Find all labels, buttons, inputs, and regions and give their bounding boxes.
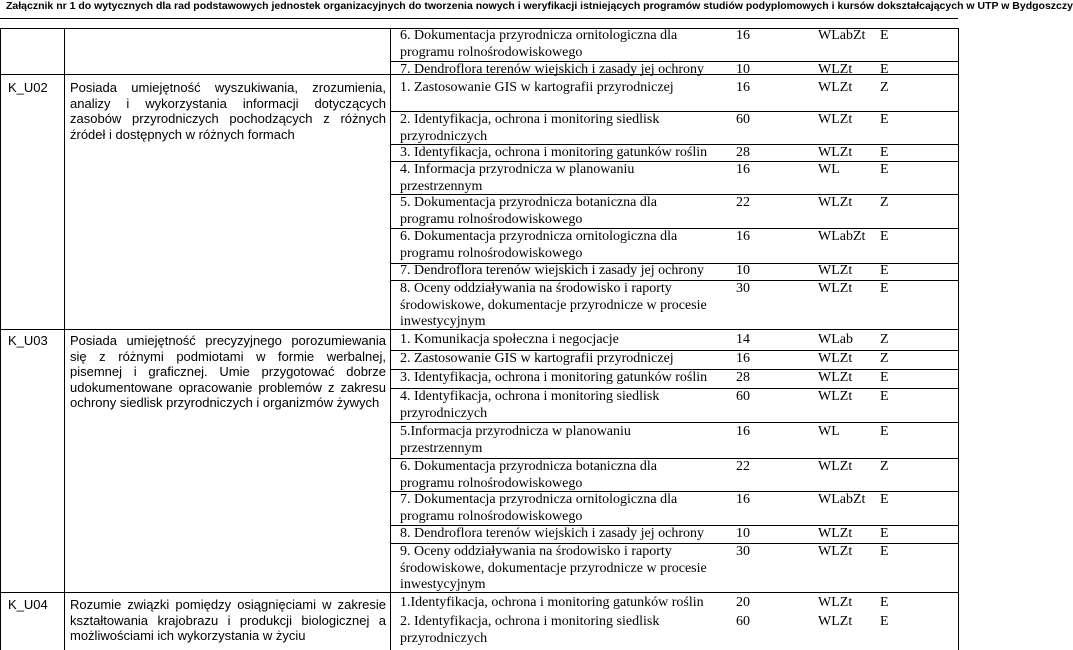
course-form: WLZt [818,145,853,160]
course-type: E [880,614,889,629]
course-type: E [880,112,889,127]
table-border-right [958,28,959,650]
course-name: 8. Oceny oddziaływania na środowisko i raporty środowiskowe, dokumentacje przyrodnicze w procesie inwestycyjnym [400,281,707,329]
outcome-description: Posiada umiejętność precyzyjnego porozumiewania się z różnymi podmiotami w formie werbalnej, pisemnej i graficznej. Umie przygotować dobrze udokumentowane opracowanie problemów z zakresu ochrony siedlisk przyrodniczych i organizmów żywych [70,333,386,410]
table-divider [64,28,65,650]
course-type: E [880,162,889,177]
course-type: Z [880,351,889,366]
course-form: WL [818,424,840,439]
course-type: E [880,281,889,296]
course-hours: 14 [736,332,750,347]
course-hours: 16 [736,162,750,177]
course-form: WLZt [818,80,853,95]
course-form: WLZt [818,370,853,385]
course-name: 6. Dokumentacja przyrodnicza ornitologiczna dla programu rolnośrodowiskowego [400,28,678,60]
course-hours: 16 [736,351,750,366]
course-type: E [880,544,889,559]
course-form: WLabZt [818,28,866,43]
course-form: WLZt [818,281,853,296]
course-hours: 22 [736,459,750,474]
outcome-code: K_U04 [8,597,48,612]
row-separator [390,422,959,423]
course-name: 4. Informacja przyrodnicza w planowaniu przestrzennym [400,162,635,194]
outcome-code: K_U03 [8,333,48,348]
course-form: WLZt [818,614,853,629]
course-name: 1. Komunikacja społeczna i negocjacje [400,332,619,347]
course-name: 7. Dendroflora terenów wiejskich i zasady jej ochrony [400,263,705,278]
course-type: Z [880,195,889,210]
course-name: 3. Identyfikacja, ochrona i monitoring gatunków roślin [400,145,708,160]
course-type: E [880,145,889,160]
course-type: E [880,526,889,541]
table-divider [390,28,391,650]
course-hours: 30 [736,281,750,296]
course-type: E [880,595,889,610]
course-form: WLZt [818,112,853,127]
course-hours: 16 [736,28,750,43]
course-form: WLZt [818,459,853,474]
course-hours: 60 [736,614,750,629]
course-hours: 16 [736,80,750,95]
outcome-description: Rozumie związki pomiędzy osiągnięciami w zakresie kształtowania krajobrazu i produkcji biologicznej a możliwościami ich wykorzystania w życiu [70,597,386,643]
course-hours: 60 [736,389,750,404]
course-form: WL [818,162,840,177]
course-form: WLabZt [818,492,866,507]
course-name: 2. Zastosowanie GIS w kartografii przyrodniczej [400,351,674,366]
course-type: Z [880,332,889,347]
course-hours: 28 [736,370,750,385]
course-name: 2. Identyfikacja, ochrona i monitoring siedlisk przyrodniczych [400,614,660,646]
course-form: WLZt [818,544,853,559]
course-name: 5. Dokumentacja przyrodnicza botaniczna dla programu rolnośrodowiskowego [400,195,657,227]
table-border-left [0,28,1,650]
course-type: E [880,389,889,404]
course-name: 6. Dokumentacja przyrodnicza botaniczna dla programu rolnośrodowiskowego [400,459,657,491]
course-hours: 30 [736,544,750,559]
course-hours: 16 [736,229,750,244]
course-name: 4. Identyfikacja, ochrona i monitoring siedlisk przyrodniczych [400,389,660,421]
course-form: WLZt [818,389,853,404]
course-hours: 10 [736,62,750,77]
course-type: E [880,370,889,385]
course-hours: 20 [736,595,750,610]
course-type: E [880,28,889,43]
course-hours: 10 [736,526,750,541]
course-hours: 22 [736,195,750,210]
course-type: E [880,229,889,244]
course-type: Z [880,80,889,95]
course-hours: 60 [736,112,750,127]
course-type: E [880,492,889,507]
course-name: 6. Dokumentacja przyrodnicza ornitologiczna dla programu rolnośrodowiskowego [400,229,678,261]
course-form: WLZt [818,62,853,77]
course-name: 8. Dendroflora terenów wiejskich i zasady jej ochrony [400,526,705,541]
course-form: WLZt [818,263,853,278]
document-header: Załącznik nr 1 do wytycznych dla rad podstawowych jednostek organizacyjnych do tworzenia nowych i weryfikacji istniejących programów studiów podyplomowych i kursów dokształcających w UTP w Bydgoszczy [6,0,1073,12]
course-name: 9. Oceny oddziaływania na środowisko i raporty środowiskowe, dokumentacje przyrodnicze w procesie inwestycyjnym [400,544,707,592]
course-form: WLZt [818,526,853,541]
course-hours: 10 [736,263,750,278]
course-name: 7. Dokumentacja przyrodnicza ornitologiczna dla programu rolnośrodowiskowego [400,492,678,524]
course-hours: 16 [736,492,750,507]
course-form: WLZt [818,195,853,210]
course-hours: 16 [736,424,750,439]
course-hours: 28 [736,145,750,160]
course-name: 3. Identyfikacja, ochrona i monitoring gatunków roślin [400,370,708,385]
course-name: 1. Zastosowanie GIS w kartografii przyrodniczej [400,80,674,95]
course-form: WLab [818,332,853,347]
course-type: E [880,424,889,439]
course-type: E [880,263,889,278]
course-form: WLabZt [818,229,866,244]
course-type: E [880,62,889,77]
course-name: 5.Informacja przyrodnicza w planowaniu przestrzennym [400,424,631,456]
outcome-code: K_U02 [8,80,48,95]
course-name: 7. Dendroflora terenów wiejskich i zasady jej ochrony [400,62,705,77]
outcome-description: Posiada umiejętność wyszukiwania, zrozumienia, analizy i wykorzystania informacji dotyczących zasobów przyrodniczych pochodzących z różnych źródeł i dostępnych w różnych formach [70,80,386,142]
course-name: 1.Identyfikacja, ochrona i monitoring gatunków roślin [400,595,704,610]
course-form: WLZt [818,351,853,366]
course-name: 2. Identyfikacja, ochrona i monitoring siedlisk przyrodniczych [400,112,660,144]
course-type: Z [880,459,889,474]
course-form: WLZt [818,595,853,610]
